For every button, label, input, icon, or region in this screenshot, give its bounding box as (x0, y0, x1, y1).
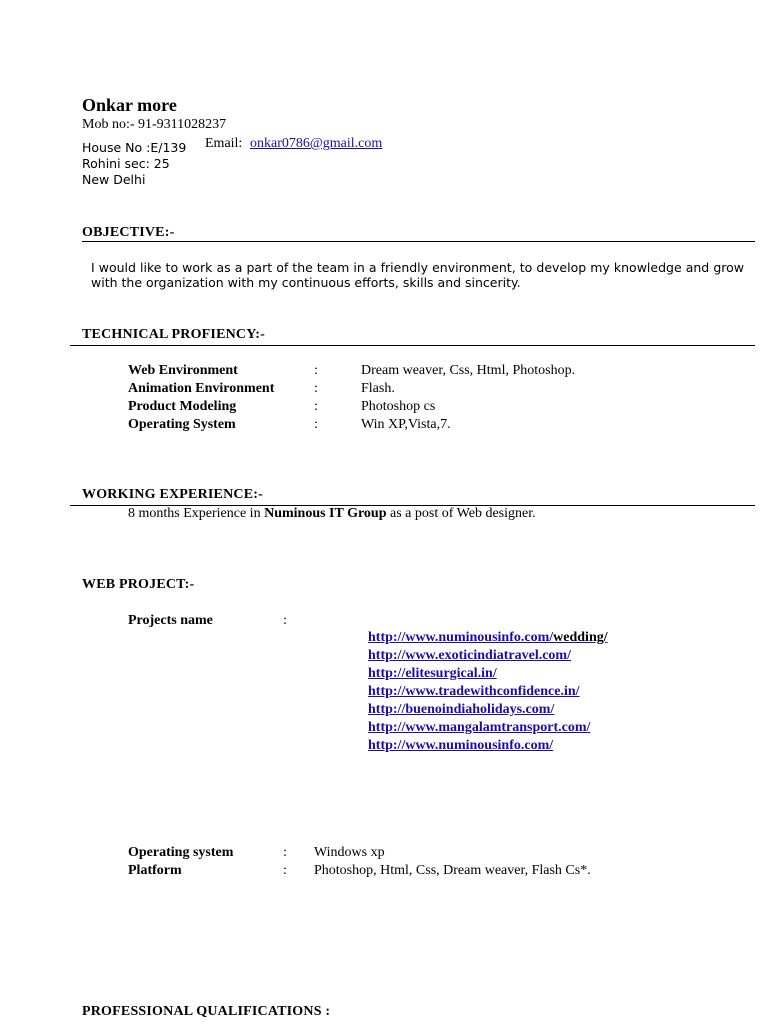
tech-separator: : (314, 363, 318, 378)
project-link[interactable] (368, 684, 580, 700)
detail-separator: : (283, 845, 287, 860)
project-link-url: http://elitesurgical.in/ (368, 666, 497, 681)
objective-heading: OBJECTIVE:- (82, 225, 175, 240)
experience-heading: WORKING EXPERIENCE:- (82, 487, 263, 502)
experience-text (128, 506, 536, 522)
tech-key: Product Modeling (128, 399, 237, 414)
tech-value: Flash. (361, 381, 395, 396)
project-link[interactable] (368, 630, 608, 646)
tech-value: Dream weaver, Css, Html, Photoshop. (361, 363, 576, 378)
address-line-3: New Delhi (82, 172, 146, 187)
project-link-url: http://www.mangalamtransport.com/ (368, 720, 591, 735)
projects-name-label: Projects name (128, 613, 213, 628)
address-line-1: House No :E/139 (82, 140, 187, 155)
project-link[interactable] (368, 702, 554, 718)
tech-key: Operating System (128, 417, 236, 432)
experience-company: Numinous IT Group (264, 506, 387, 521)
tech-key: Animation Environment (128, 381, 275, 396)
technical-heading: TECHNICAL PROFIENCY:- (82, 327, 265, 342)
detail-value: Photoshop, Html, Css, Dream weaver, Flash Cs*. (314, 863, 591, 878)
technical-divider (70, 345, 755, 346)
tech-separator: : (314, 417, 318, 432)
project-link[interactable] (368, 648, 571, 664)
qualifications-heading: PROFESSIONAL QUALIFICATIONS : (82, 1004, 331, 1019)
detail-value: Windows xp (314, 845, 385, 860)
experience-prefix: 8 months Experience in (128, 506, 265, 521)
experience-suffix: as a post of Web designer. (386, 506, 536, 521)
detail-separator: : (283, 863, 287, 878)
tech-separator: : (314, 381, 318, 396)
email-label: Email: (205, 136, 243, 151)
objective-divider (82, 241, 755, 242)
project-link-url: http://www.numinousinfo.com/ (368, 738, 554, 753)
tech-value: Win XP,Vista,7. (361, 417, 451, 432)
project-link[interactable] (368, 666, 497, 682)
projects-name-separator: : (283, 613, 287, 628)
detail-key: Operating system (128, 845, 234, 860)
address-line-2: Rohini sec: 25 (82, 156, 170, 171)
email-link[interactable]: onkar0786@gmail.com (250, 136, 383, 151)
project-link[interactable] (368, 738, 553, 754)
project-link-url: http://www.exoticindiatravel.com/ (368, 648, 571, 663)
project-link-url: http://www.tradewithconfidence.in/ (368, 684, 580, 699)
tech-separator: : (314, 399, 318, 414)
project-link-url: http://buenoindiaholidays.com/ (368, 702, 555, 717)
objective-text: I would like to work as a part of the team in a friendly environment, to develop my knowledge and grow with the organization with my continuous efforts, skills and sincerity. (91, 260, 744, 290)
tech-value: Photoshop cs (361, 399, 436, 414)
project-link-url: http://www.numinousinfo.com/ (368, 630, 554, 645)
project-link[interactable] (368, 720, 590, 736)
candidate-name: Onkar more (82, 95, 177, 115)
tech-key: Web Environment (128, 363, 238, 378)
detail-key: Platform (128, 863, 182, 878)
web-project-heading: WEB PROJECT:- (82, 577, 195, 592)
project-link-tail: wedding/ (553, 630, 608, 645)
mobile-number: Mob no:- 91-9311028237 (82, 117, 227, 132)
